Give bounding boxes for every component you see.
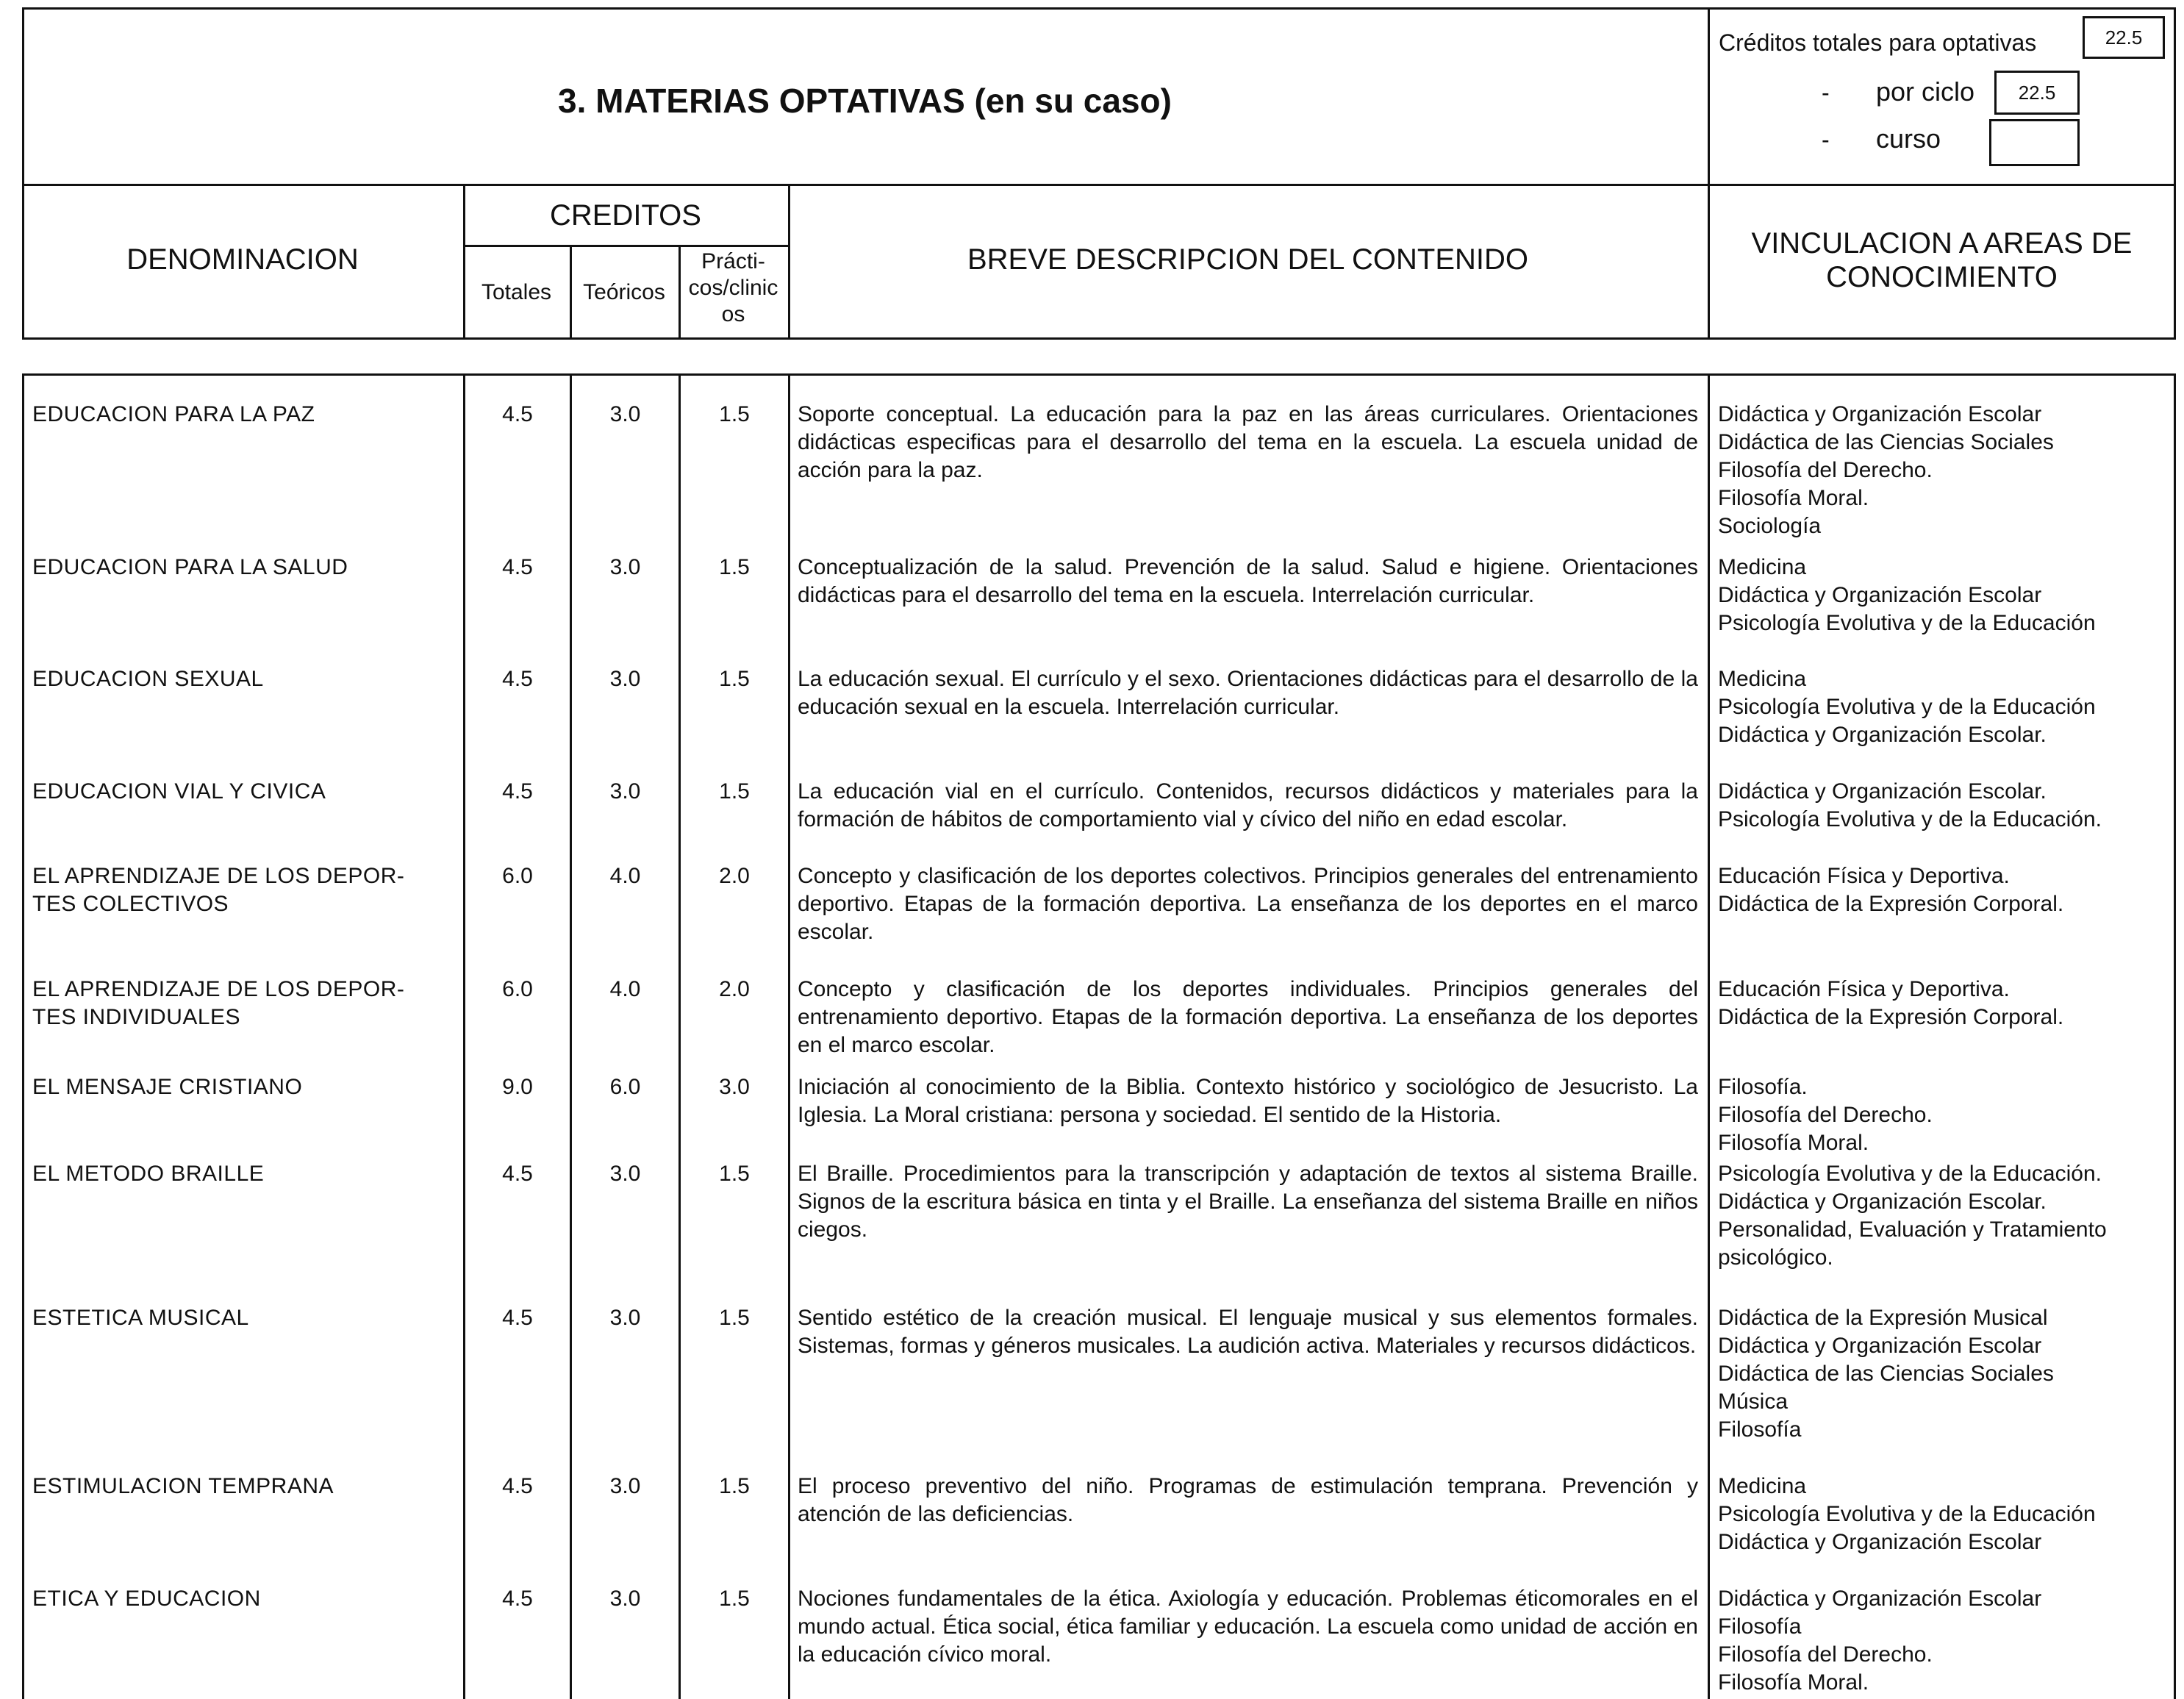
credits-teoricos: 3.0: [609, 1306, 641, 1330]
subject-name: ETICA Y EDUCACION: [32, 1587, 261, 1611]
body-divider-5: [1708, 373, 1710, 1699]
subject-description: El Braille. Procedimientos para la transcripción y adaptación de textos al sistema Braille. Signos de la escritura básica en tinta y el Braille. La enseñanza del sistema Braille en niños ciegos.: [798, 1162, 1698, 1242]
knowledge-areas: Educación Física y Deportiva. Didáctica de la Expresión Corporal.: [1718, 977, 2064, 1029]
credits-practicos: 1.5: [719, 779, 750, 804]
subject-name: EL METODO BRAILLE: [32, 1162, 265, 1186]
creditos-subdivider: [463, 245, 788, 247]
credits-practicos: 1.5: [719, 1306, 750, 1330]
credits-totales: 4.5: [502, 1474, 533, 1498]
credits-teoricos: 3.0: [609, 1162, 641, 1186]
credits-totales: 4.5: [502, 667, 533, 691]
credits-practicos: 1.5: [719, 1474, 750, 1498]
credits-totales: 4.5: [502, 1587, 533, 1611]
subject-description: Soporte conceptual. La educación para la paz en las áreas curriculares. Orientaciones didácticas especificas para el desarrollo del tema en la escuela. La escuela unidad de acción para la paz.: [798, 402, 1698, 482]
subject-description: Concepto y clasificación de los deportes individuales. Principios generales del entrenamiento deportivo. Etapas de la formación deportiva. La enseñanza de los deportes en el marco escolar.: [798, 977, 1698, 1057]
knowledge-areas: Psicología Evolutiva y de la Educación. Didáctica y Organización Escolar. Personalidad, Evaluación y Tratamiento psicológico.: [1718, 1162, 2107, 1270]
credits-totales: 4.5: [502, 1162, 533, 1186]
knowledge-areas: Medicina Psicología Evolutiva y de la Educación Didáctica y Organización Escolar: [1718, 1474, 2096, 1554]
credits-practicos: 1.5: [719, 1587, 750, 1611]
column-header-vinculacion: VINCULACION A AREAS DE CONOCIMIENTO: [1751, 227, 2133, 293]
credits-teoricos: 3.0: [609, 402, 641, 426]
subject-name: EL MENSAJE CRISTIANO: [32, 1075, 303, 1099]
credits-totales: 4.5: [502, 779, 533, 804]
credits-totales: 4.5: [502, 555, 533, 579]
column-header-denominacion: DENOMINACION: [126, 243, 359, 276]
curso-box: [1989, 119, 2080, 166]
credits-practicos: 3.0: [719, 1075, 750, 1099]
header-divider: [22, 184, 2176, 186]
credits-total-box: 22.5: [2083, 16, 2165, 59]
curso-dash: -: [1822, 126, 1830, 153]
subject-name: ESTETICA MUSICAL: [32, 1306, 249, 1330]
column-header-totales: Totales: [481, 280, 552, 304]
credits-teoricos: 3.0: [609, 555, 641, 579]
credits-practicos: 1.5: [719, 402, 750, 426]
subject-description: La educación vial en el currículo. Contenidos, recursos didácticos y materiales para la formación de hábitos de comportamiento vial y cívico del niño en edad escolar.: [798, 779, 1698, 831]
knowledge-areas: Didáctica y Organización Escolar Filosofía Filosofía del Derecho. Filosofía Moral.: [1718, 1587, 2042, 1695]
por-ciclo-dash: -: [1822, 79, 1830, 106]
subject-description: Nociones fundamentales de la ética. Axiología y educación. Problemas éticomorales en el mundo actual. Ética social, ética familiar y educación. La escuela como unidad de acción en la educación cívico moral.: [798, 1587, 1698, 1667]
credits-totales: 6.0: [502, 864, 533, 888]
subject-name: EL APRENDIZAJE DE LOS DEPOR- TES COLECTIVOS: [32, 864, 405, 916]
knowledge-areas: Didáctica y Organización Escolar Didáctica de las Ciencias Sociales Filosofía del Derecho. Filosofía Moral. Sociología: [1718, 402, 2054, 538]
subject-name: EDUCACION PARA LA PAZ: [32, 402, 315, 426]
credits-practicos: 1.5: [719, 555, 750, 579]
credits-totales: 4.5: [502, 1306, 533, 1330]
credits-totales: 9.0: [502, 1075, 533, 1099]
subject-description: Conceptualización de la salud. Prevención de la salud. Salud e higiene. Orientaciones didácticas para el desarrollo del tema en la escuela. Interrelación curricular.: [798, 555, 1698, 607]
credits-totales: 4.5: [502, 402, 533, 426]
column-header-descripcion: BREVE DESCRIPCION DEL CONTENIDO: [967, 243, 1529, 276]
credits-teoricos: 3.0: [609, 1587, 641, 1611]
credits-teoricos: 3.0: [609, 1474, 641, 1498]
credits-practicos: 1.5: [719, 667, 750, 691]
knowledge-areas: Filosofía. Filosofía del Derecho. Filosofía Moral.: [1718, 1075, 1933, 1155]
curso-label: curso: [1876, 124, 1941, 154]
subject-name: EDUCACION SEXUAL: [32, 667, 264, 691]
knowledge-areas: Medicina Psicología Evolutiva y de la Educación Didáctica y Organización Escolar.: [1718, 667, 2096, 747]
credits-practicos: 2.0: [719, 977, 750, 1001]
por-ciclo-label: por ciclo: [1876, 76, 1975, 107]
credits-teoricos: 3.0: [609, 667, 641, 691]
subject-name: EDUCACION PARA LA SALUD: [32, 555, 348, 579]
subject-description: La educación sexual. El currículo y el sexo. Orientaciones didácticas para el desarrollo de la educación sexual en la escuela. Interrelación curricular.: [798, 667, 1698, 719]
credits-practicos: 1.5: [719, 1162, 750, 1186]
subject-description: Concepto y clasificación de los deportes colectivos. Principios generales del entrenamiento deportivo. Etapas de la formación deportiva. La enseñanza de los deportes en el marco escolar.: [798, 864, 1698, 944]
subject-name: EL APRENDIZAJE DE LOS DEPOR- TES INDIVIDUALES: [32, 977, 405, 1029]
subject-name: EDUCACION VIAL Y CIVICA: [32, 779, 326, 804]
credits-teoricos: 4.0: [609, 977, 641, 1001]
column-header-teoricos: Teóricos: [583, 280, 665, 304]
knowledge-areas: Didáctica y Organización Escolar. Psicología Evolutiva y de la Educación.: [1718, 779, 2102, 831]
subject-name: ESTIMULACION TEMPRANA: [32, 1474, 334, 1498]
subject-description: El proceso preventivo del niño. Programas de estimulación temprana. Prevención y atención de las deficiencias.: [798, 1474, 1698, 1526]
knowledge-areas: Educación Física y Deportiva. Didáctica de la Expresión Corporal.: [1718, 864, 2064, 916]
column-header-creditos: CREDITOS: [550, 199, 701, 232]
knowledge-areas: Medicina Didáctica y Organización Escolar Psicología Evolutiva y de la Educación: [1718, 555, 2096, 635]
credits-teoricos: 6.0: [609, 1075, 641, 1099]
subject-description: Iniciación al conocimiento de la Biblia. Contexto histórico y sociológico de Jesucristo. La Iglesia. La Moral cristiana: persona y sociedad. El sentido de la Historia.: [798, 1075, 1698, 1127]
credits-practicos: 2.0: [719, 864, 750, 888]
knowledge-areas: Didáctica de la Expresión Musical Didáctica y Organización Escolar Didáctica de las Ciencias Sociales Música Filosofía: [1718, 1306, 2054, 1442]
credits-totales: 6.0: [502, 977, 533, 1001]
subject-description: Sentido estético de la creación musical. El lenguaje musical y sus elementos formales. Sistemas, formas y géneros musicales. La audición activa. Materiales y recursos didácticos.: [798, 1306, 1698, 1358]
credits-total-label: Créditos totales para optativas: [1719, 29, 2037, 56]
credits-teoricos: 3.0: [609, 779, 641, 804]
column-header-practicos: Prácti- cos/clinic os: [688, 249, 778, 326]
por-ciclo-box: 22.5: [1994, 71, 2080, 115]
credits-teoricos: 4.0: [609, 864, 641, 888]
page-title: 3. MATERIAS OPTATIVAS (en su caso): [558, 82, 1172, 120]
